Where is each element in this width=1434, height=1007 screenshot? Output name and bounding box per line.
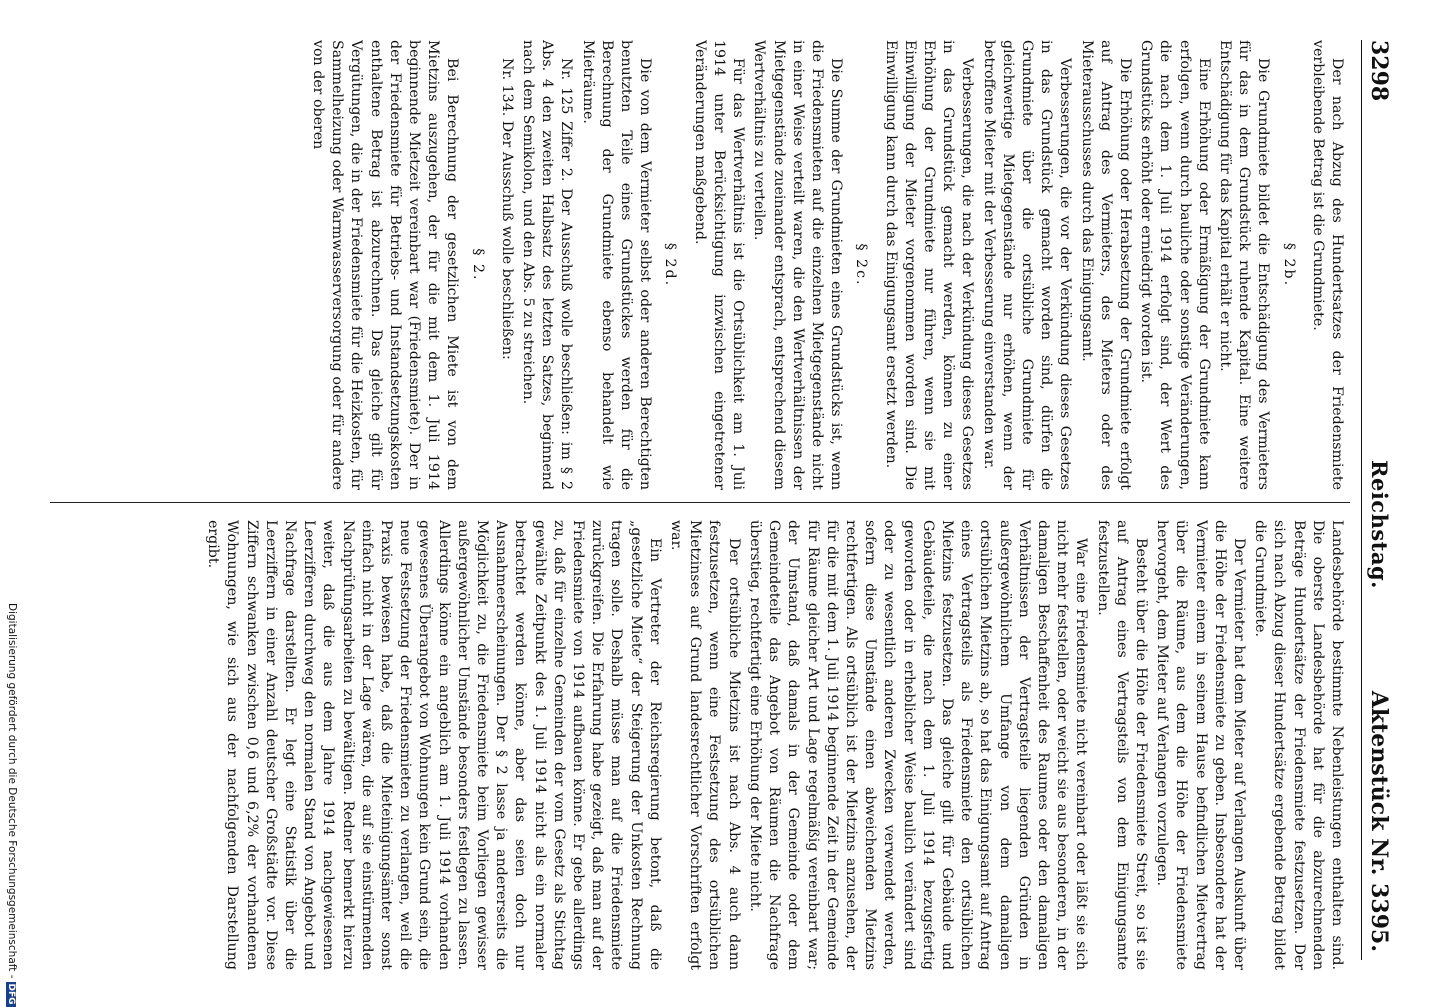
paragraph: Landesbehörde bestimmte Nebenleistungen enthalten sind. Die oberste Landesbehörde hat für die abzurechnenden Beträge Hundertsätze der Friedensmiete festzusetzen. Der sich nach Abzug dieser Hundertsätze ergebende Betrag bildet die Grundmiete. — [1252, 520, 1345, 970]
paragraph: Die Erhöhung oder Herabsetzung der Grundmiete erfolgt auf Antrag des Vermieters, des Mieters oder des Mieterausschusses durch das Einigungsamt. — [1078, 40, 1133, 490]
header-document-number: Aktenstück Nr. 3395. — [1366, 690, 1392, 952]
section-heading: § 2c. — [853, 243, 870, 287]
section-heading: § 2b. — [1280, 242, 1297, 288]
paragraph: Die Grundmiete bildet die Entschädigung des Vermieters für das in dem Grundstück ruhende Kapital. Eine weitere Entschädigung für das Kapital erhält er nicht. — [1216, 40, 1272, 490]
paragraph: Nr. 134. Der Ausschuß wolle beschließen: — [498, 58, 515, 360]
paragraph: Der ortsübliche Mietzins ist nach Abs. 4 auch dann festzusetzen, wenn eine Festsetzung des ortsüblichen Mietzinses auf Grund landesrechtlicher Vorschriften erfolgt war. — [668, 520, 742, 970]
paragraph: Nr. 125 Ziffer 2. Der Ausschuß wolle beschließen: im § 2 Abs. 4 den zweiten Halbsatz des letzten Satzes, beginnend nach dem Semikolon, und den Abs. 5 zu streichen. — [520, 40, 575, 490]
paragraph: War eine Friedensmiete nicht vereinbart oder läßt sie sich nicht mehr feststellen, oder weicht sie aus besonderen, in der damaligen Beschaffenheit des Raumes oder den damaligen Verhältnissen der Vertragsteile liegenden Gründen in außergewöhnlichem Umfange von dem damaligen ortsüblichen Mietzins ab, so hat das Einigungsamt auf Antrag eines Vertragsteils als Friedensmiete den ortsüblichen Mietzins festzusetzen. Das gleiche gilt für Gebäude und Gebäudeteile, die nach dem 1. Juli 1914 bezugsfertig geworden oder in erheblicher Weise baulich verändert sind oder zu wesentlich anderen Zwecken verwendet werden, sofern diese Umstände einen abweichenden Mietzins rechtfertigen. Als ortsüblich ist der Mietzins anzusehen, der für die mit dem 1. Juli 1914 beginnende Zeit in der Gemeinde für Räume gleicher Art und Lage regelmäßig vereinbart war; der Umstand, daß damals in der Gemeinde oder dem Gemeindeteile das Angebot von Räumen die Nachfrage überstieg, rechtfertigt eine Erhöhung der Miete nicht. — [746, 520, 1090, 970]
dfg-logo: DFG — [6, 983, 16, 1005]
paragraph: Verbesserungen, die nach der Verkündung dieses Gesetzes in das Grundstück gemacht werden, können zu einer Erhöhung der Grundmiete nur führen, wenn sie mit Einwilligung der Mieter vorgenommen worden sind. Die Einwilligung kann durch das Einigungsamt ersetzt werden. — [882, 40, 976, 490]
header-title: Reichstag. — [1367, 460, 1392, 589]
paragraph: Besteht über die Höhe der Friedensmiete Streit, so ist sie auf Antrag eines Vertragsteils von dem Einigungsamte festzustellen. — [1094, 520, 1149, 970]
credit-label: Digitalisierung gefördert durch die Deutsche Forschungsgemeinschaft - — [6, 603, 18, 979]
section-heading: § 2d. — [662, 242, 679, 288]
paragraph: Ein Vertreter der Reichsregierung betont, daß die „gesetzliche Miete“ der Steigerung der Unkosten Rechnung tragen solle. Deshalb müsse man auf die Friedensmiete zurückgreifen. Die Erfahrung habe gezeigt, daß man auf der Friedensmiete von 1914 aufbauen könne. Er gebe allerdings zu, daß für einzelne Gemeinden der vom Gesetz als Stichtag gewählte Zeitpunkt des 1. Juli 1914 nicht als ein normaler betrachtet werden könne, aber das seien doch nur Ausnahmeerscheinungen. Der § 2 lasse ja andererseits die Möglichkeit zu, die Friedensmiete beim Vorliegen gewisser außergewöhnlicher Umstände besonders festlegen zu lassen. Allerdings könne ein angeblich am 1. Juli 1914 vorhanden gewesenes Überangebot von Wohnungen kein Grund sein, die neue Festsetzung der Friedensmieten zu verlangen, weil die Praxis bewiesen habe, daß die Mieteinigungsämter sonst einfach nicht in der Lage wären, die auf sie einstürmenden Nachprüfungsarbeiten zu bewältigen. Redner bemerkt hierzu weiter, daß die aus dem Jahre 1914 nachgewiesenen Leerzifferen durchweg den normalen Stand von Angebot und Nachfrage darstellten. Er legt eine Statistik über die Leerziffern in einer Anzahl deutscher Großstädte vor. Diese Ziffern schwanken zwischen 0,6 und 6,2% der vorhandenen Wohnungen, wie sich aus der nachfolgenden Darstellung ergibt. — [205, 520, 663, 970]
digitization-credit — [6, 603, 18, 1007]
column-divider — [50, 502, 1350, 503]
left-column — [56, 40, 1346, 490]
paragraph: Eine Erhöhung oder Ermäßigung der Grundmiete kann erfolgen, wenn durch bauliche oder sonstige Veränderungen, die nach dem 1. Juli 1914 erfolgt sind, der Wert des Grundstücks erhöht oder erniedrigt worden ist. — [1138, 40, 1212, 490]
page-number: 3298 — [1366, 40, 1392, 102]
paragraph: Der nach Abzug des Hundertsatzes der Friedensmiete verbleibende Betrag ist die Grundmiete. — [1309, 40, 1345, 490]
right-column — [56, 520, 1346, 970]
paragraph: Verbesserungen, die vor der Verkündung dieses Gesetzes in das Grundstück gemacht worden sind, dürfen die Grundmiete über die ortsübliche Grundmiete für gleichwertige Mietgegenstände nur erhöhen, wenn der betroffene Mieter mit der Verbesserung einverstanden war. — [980, 40, 1074, 490]
paragraph: Der Vermieter hat dem Mieter auf Verlangen Auskunft über die Höhe der Friedensmiete zu geben. Insbesondere hat der Vermieter einem in seinem Hause befindlichen Mietvertrag über die Räume, aus dem die Höhe der Friedensmiete hervorgeht, dem Mieter auf Verlangen vorzulegen. — [1154, 520, 1247, 970]
page-header — [1361, 40, 1392, 960]
paragraph: Die von dem Vermieter selbst oder anderen Berechtigten benutzten Teile eines Grundstückes werden für die Berechnung der Grundmiete ebenso behandelt wie Mieträume. — [579, 40, 654, 490]
paragraph: Bei Berechnung der gesetzlichen Miete ist von dem Mietzins auszugehen, der für die mit dem 1. Juli 1914 beginnende Mietzeit vereinbart war (Friedensmiete). Der in der Friedensmiete für Betriebs- und Instandsetzungskosten enthaltene Betrag ist abzurechnen. Das gleiche gilt für Vergütungen, die in der Friedensmiete für die Heizkosten, für Sammelheizung oder Warmwasserversorgung oder für andere von der oberen — [310, 40, 461, 490]
paragraph: Für das Wertverhältnis ist die Ortsüblichkeit am 1. Juli 1914 unter Berücksichtigung inzwischen eingetretener Veränderungen maßgebend. — [691, 40, 747, 490]
section-heading: § 2. — [469, 248, 486, 282]
paragraph: Die Summe der Grundmieten eines Grundstücks ist, wenn die Friedensmieten auf die einzelnen Mietgegenstände nicht in einer Weise verteilt waren, die den Wertverhältnissen der Mietgegenstände zueinander entsprach, entsprechend diesem Wertverhältnis zu verteilen. — [751, 40, 845, 490]
